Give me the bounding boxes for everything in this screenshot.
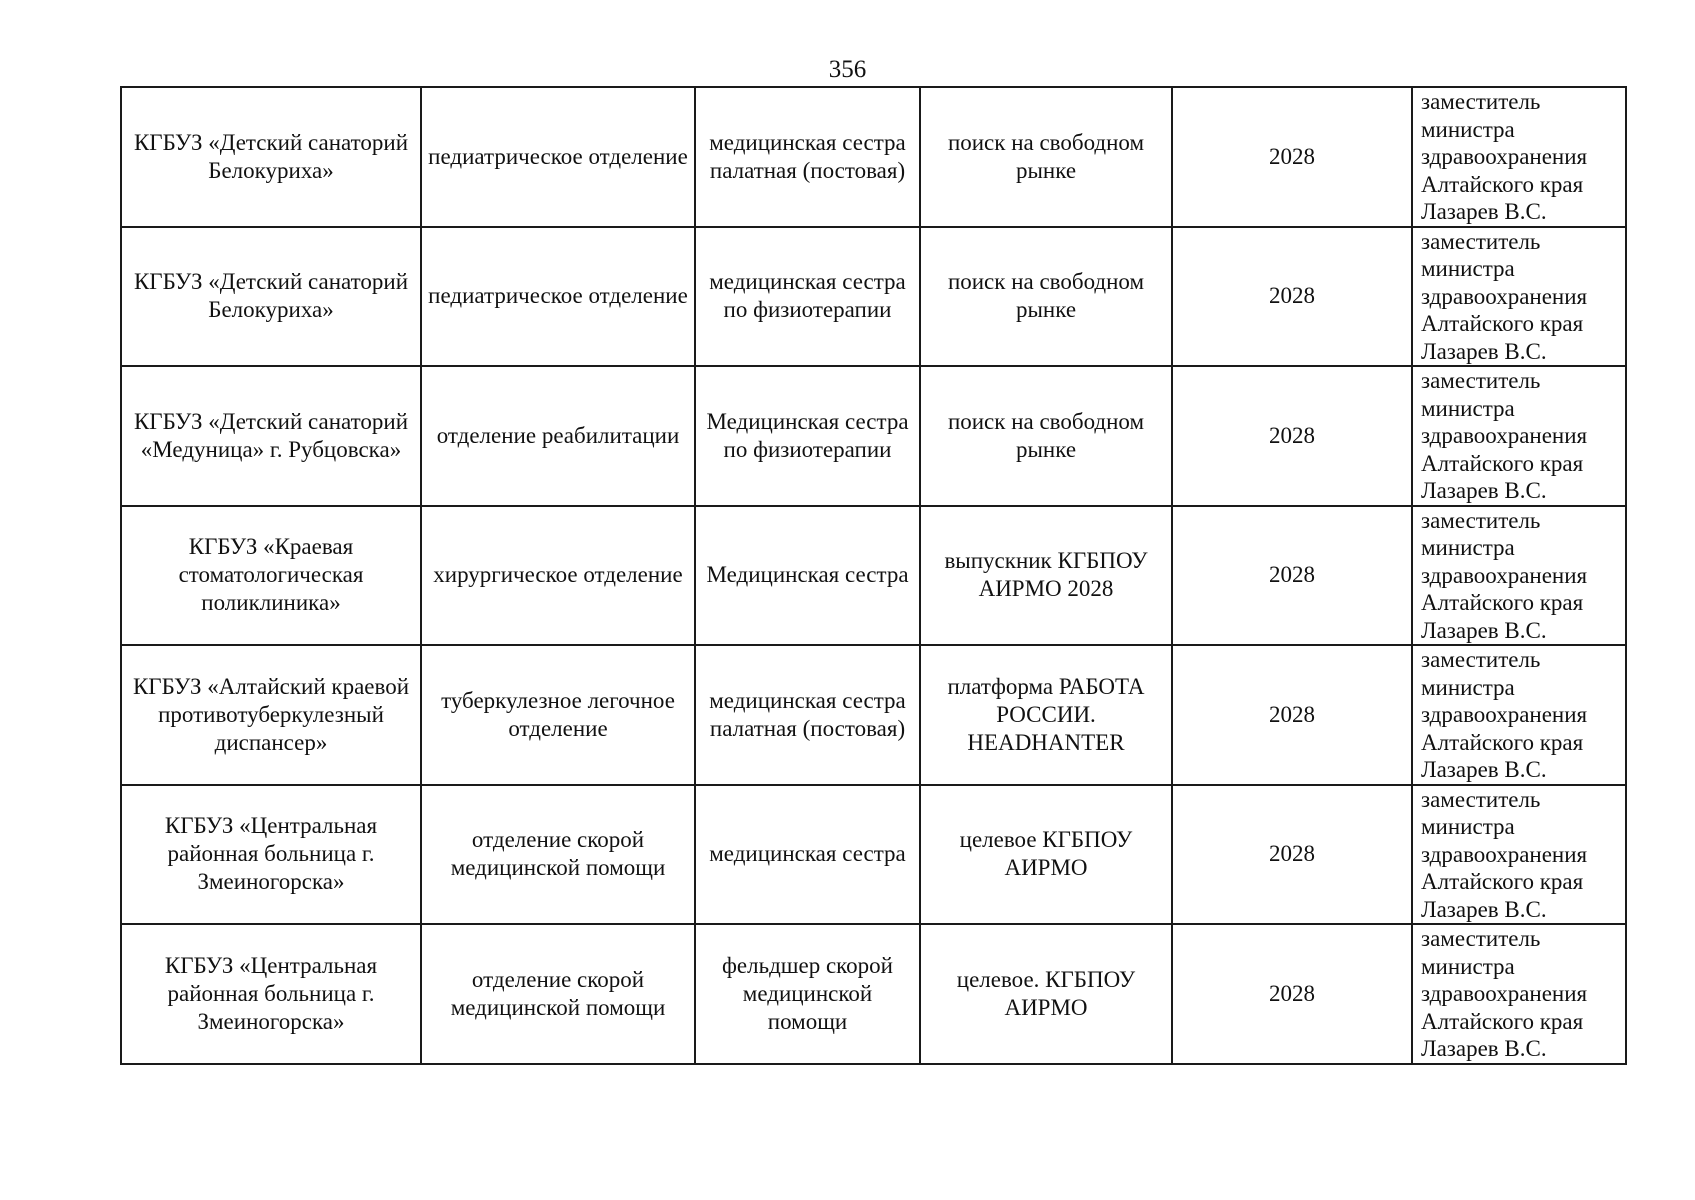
responsible-cell [1412,645,1626,785]
organization-cell: КГБУЗ «Центральная районная больница г. Змеиногорска» [121,924,421,1064]
source-cell: целевое КГБПОУ АИРМО [920,785,1172,925]
responsible-cell [1412,87,1626,227]
position-cell: медицинская сестра палатная (постовая) [695,87,920,227]
organization-cell: КГБУЗ «Детский санаторий «Медуница» г. Рубцовска» [121,366,421,506]
organization-cell: КГБУЗ «Краевая стоматологическая поликлиника» [121,506,421,646]
responsible-line: министра [1421,953,1515,979]
responsible-line: здравоохранения [1421,562,1588,588]
responsible-line: Лазарев В.С. [1421,1036,1547,1061]
year-cell: 2028 [1172,924,1412,1064]
table-body [121,87,1626,1064]
responsible-line: Алтайского края [1421,869,1584,894]
source-cell: поиск на свободном рынке [920,227,1172,367]
organization-cell: КГБУЗ «Алтайский краевой противотуберкулезный диспансер» [121,645,421,785]
table-row [121,924,1626,1064]
position-cell: фельдшер скорой медицинской помощи [695,924,920,1064]
year-cell: 2028 [1172,506,1412,646]
department-cell: отделение реабилитации [421,366,695,506]
responsible-line: министра [1421,395,1515,421]
source-cell: платформа РАБОТА РОССИИ. HEADHANTER [920,645,1172,785]
responsible-line: Алтайского края [1421,171,1584,197]
responsible-line: министра [1421,116,1515,142]
page-number: 356 [828,56,867,83]
responsible-line: заместитель [1421,647,1541,672]
responsible-line: Алтайского края [1421,729,1584,755]
responsible-line: заместитель [1421,507,1541,533]
responsible-line: здравоохранения [1421,981,1588,1006]
position-cell: медицинская сестра [695,785,920,925]
organization-cell: КГБУЗ «Детский санаторий Белокуриха» [121,227,421,367]
responsible-line: министра [1421,814,1515,839]
responsible-line: заместитель [1421,89,1541,114]
responsible-line: Алтайского края [1421,311,1584,336]
responsible-line: Лазарев В.С. [1421,199,1547,224]
table-row [121,366,1626,506]
responsible-line: заместитель [1421,228,1541,254]
responsible-cell [1412,785,1626,925]
responsible-line: Алтайского края [1421,590,1584,615]
table-row [121,87,1626,227]
staffing-table [120,86,1627,1065]
responsible-cell [1412,924,1626,1064]
responsible-line: здравоохранения [1421,841,1588,867]
source-cell: поиск на свободном рынке [920,87,1172,227]
department-cell: отделение скорой медицинской помощи [421,924,695,1064]
responsible-line: заместитель [1421,786,1541,812]
table-row [121,227,1626,367]
responsible-line: Лазарев В.С. [1421,896,1547,922]
responsible-line: Алтайского края [1421,450,1584,476]
table-row [121,645,1626,785]
department-cell: педиатрическое отделение [421,227,695,367]
responsible-line: Лазарев В.С. [1421,617,1547,643]
responsible-line: здравоохранения [1421,283,1588,309]
source-cell: выпускник КГБПОУ АИРМО 2028 [920,506,1172,646]
source-cell: поиск на свободном рынке [920,366,1172,506]
responsible-line: здравоохранения [1421,423,1588,448]
department-cell: отделение скорой медицинской помощи [421,785,695,925]
responsible-line: здравоохранения [1421,144,1588,169]
position-cell: Медицинская сестра по физиотерапии [695,366,920,506]
responsible-line: Лазарев В.С. [1421,478,1547,503]
table-row [121,506,1626,646]
year-cell: 2028 [1172,785,1412,925]
organization-cell: КГБУЗ «Детский санаторий Белокуриха» [121,87,421,227]
responsible-line: министра [1421,535,1515,560]
table-row [121,785,1626,925]
responsible-line: Алтайского края [1421,1008,1584,1034]
organization-cell: КГБУЗ «Центральная районная больница г. Змеиногорска» [121,785,421,925]
responsible-cell [1412,366,1626,506]
position-cell: медицинская сестра палатная (постовая) [695,645,920,785]
year-cell: 2028 [1172,645,1412,785]
source-cell: целевое. КГБПОУ АИРМО [920,924,1172,1064]
department-cell: хирургическое отделение [421,506,695,646]
responsible-line: Лазарев В.С. [1421,757,1547,782]
responsible-line: Лазарев В.С. [1421,338,1547,364]
responsible-line: здравоохранения [1421,702,1588,727]
position-cell: Медицинская сестра [695,506,920,646]
responsible-line: министра [1421,674,1515,700]
responsible-cell [1412,506,1626,646]
department-cell: туберкулезное легочное отделение [421,645,695,785]
responsible-line: заместитель [1421,926,1541,951]
responsible-cell [1412,227,1626,367]
department-cell: педиатрическое отделение [421,87,695,227]
responsible-line: заместитель [1421,368,1541,393]
year-cell: 2028 [1172,366,1412,506]
year-cell: 2028 [1172,87,1412,227]
responsible-line: министра [1421,256,1515,281]
year-cell: 2028 [1172,227,1412,367]
position-cell: медицинская сестра по физиотерапии [695,227,920,367]
